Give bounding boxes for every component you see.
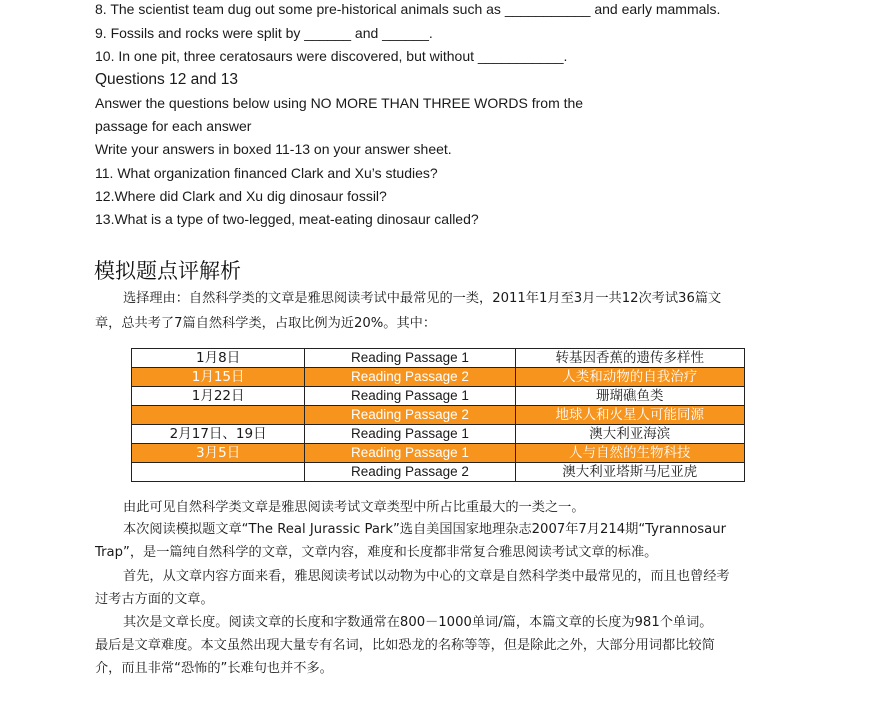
para1-line2: 章，总共考了7篇自然科学类，占取比例为近20%。其中：: [95, 316, 437, 331]
table-cell-passage: Reading Passage 2: [305, 463, 515, 482]
question-11: 11. What organization financed Clark and Xu’s studies?: [95, 165, 438, 181]
table-cell-date: 1月15日: [132, 368, 305, 387]
table-row: [132, 463, 745, 482]
table-cell-date: 1月8日: [132, 349, 305, 368]
question-13: 13.What is a type of two-legged, meat-eating dinosaur called?: [95, 211, 479, 227]
table-cell-passage: Reading Passage 2: [305, 368, 515, 387]
table-cell-passage: Reading Passage 1: [305, 387, 515, 406]
table-cell-date: 1月22日: [132, 387, 305, 406]
question-12: 12.Where did Clark and Xu dig dinosaur fossil?: [95, 188, 387, 204]
table-cell-passage: Reading Passage 1: [305, 444, 515, 463]
table-cell-date: [132, 463, 305, 482]
table-cell-topic: 人与自然的生物科技: [515, 444, 744, 463]
para6-line2: 介，而且非常“恐怖的”长难句也并不多。: [95, 661, 333, 676]
reading-passage-table: [131, 348, 745, 482]
table-cell-topic: 地球人和火星人可能同源: [515, 406, 744, 425]
table-row: [132, 349, 745, 368]
table-cell-topic: 珊瑚礁鱼类: [515, 387, 744, 406]
table-cell-date: 3月5日: [132, 444, 305, 463]
table-row: [132, 406, 745, 425]
table-cell-date: [132, 406, 305, 425]
para2: 由此可见自然科学类文章是雅思阅读考试文章类型中所占比重最大的一类之一。: [123, 500, 585, 515]
table-cell-topic: 澳大利亚海滨: [515, 425, 744, 444]
para3-line1: 本次阅读模拟题文章“The Real Jurassic Park”选自美国国家地理杂志2007年7月214期“Tyrannosaur: [123, 522, 727, 537]
table-row: [132, 368, 745, 387]
table-row: [132, 425, 745, 444]
para5: 其次是文章长度。阅读文章的长度和字数通常在800－1000单词/篇，本篇文章的长度为981个单词。: [123, 615, 713, 630]
table-cell-topic: 澳大利亚塔斯马尼亚虎: [515, 463, 744, 482]
para1-line1: 选择理由：自然科学类的文章是雅思阅读考试中最常见的一类，2011年1月至3月一共12次考试36篇文: [123, 291, 722, 306]
table-cell-topic: 转基因香蕉的遗传多样性: [515, 349, 744, 368]
para4-line2: 过考古方面的文章。: [95, 592, 214, 607]
instruction-line-1: Answer the questions below using NO MORE THAN THREE WORDS from the: [95, 95, 584, 111]
instruction-line-2: passage for each answer: [95, 118, 252, 134]
table-cell-topic: 人类和动物的自我治疗: [515, 368, 744, 387]
table-row: [132, 444, 745, 463]
table-row: [132, 387, 745, 406]
para6-line1: 最后是文章难度。本文虽然出现大量专有名词，比如恐龙的名称等等，但是除此之外，大部分用词都比较简: [95, 638, 715, 653]
table-cell-date: 2月17日、19日: [132, 425, 305, 444]
table-cell-passage: Reading Passage 2: [305, 406, 515, 425]
question-9: 9. Fossils and rocks were split by ______ and ______.: [95, 25, 433, 41]
question-10: 10. In one pit, three ceratosaurs were discovered, but without ___________.: [95, 48, 568, 64]
para3-line2: Trap”，是一篇纯自然科学的文章，文章内容，难度和长度都非常复合雅思阅读考试文章的标准。: [95, 545, 658, 560]
analysis-title: 模拟题点评解析: [94, 259, 241, 283]
para4-line1: 首先，从文章内容方面来看，雅思阅读考试以动物为中心的文章是自然科学类中最常见的，而且也曾经考: [123, 569, 730, 584]
questions-12-13-heading: Questions 12 and 13: [95, 71, 239, 88]
table-cell-passage: Reading Passage 1: [305, 349, 515, 368]
table-cell-passage: Reading Passage 1: [305, 425, 515, 444]
instruction-line-3: Write your answers in boxed 11-13 on your answer sheet.: [95, 141, 452, 157]
question-8: 8. The scientist team dug out some pre-historical animals such as ___________ and early mammals.: [95, 1, 721, 17]
